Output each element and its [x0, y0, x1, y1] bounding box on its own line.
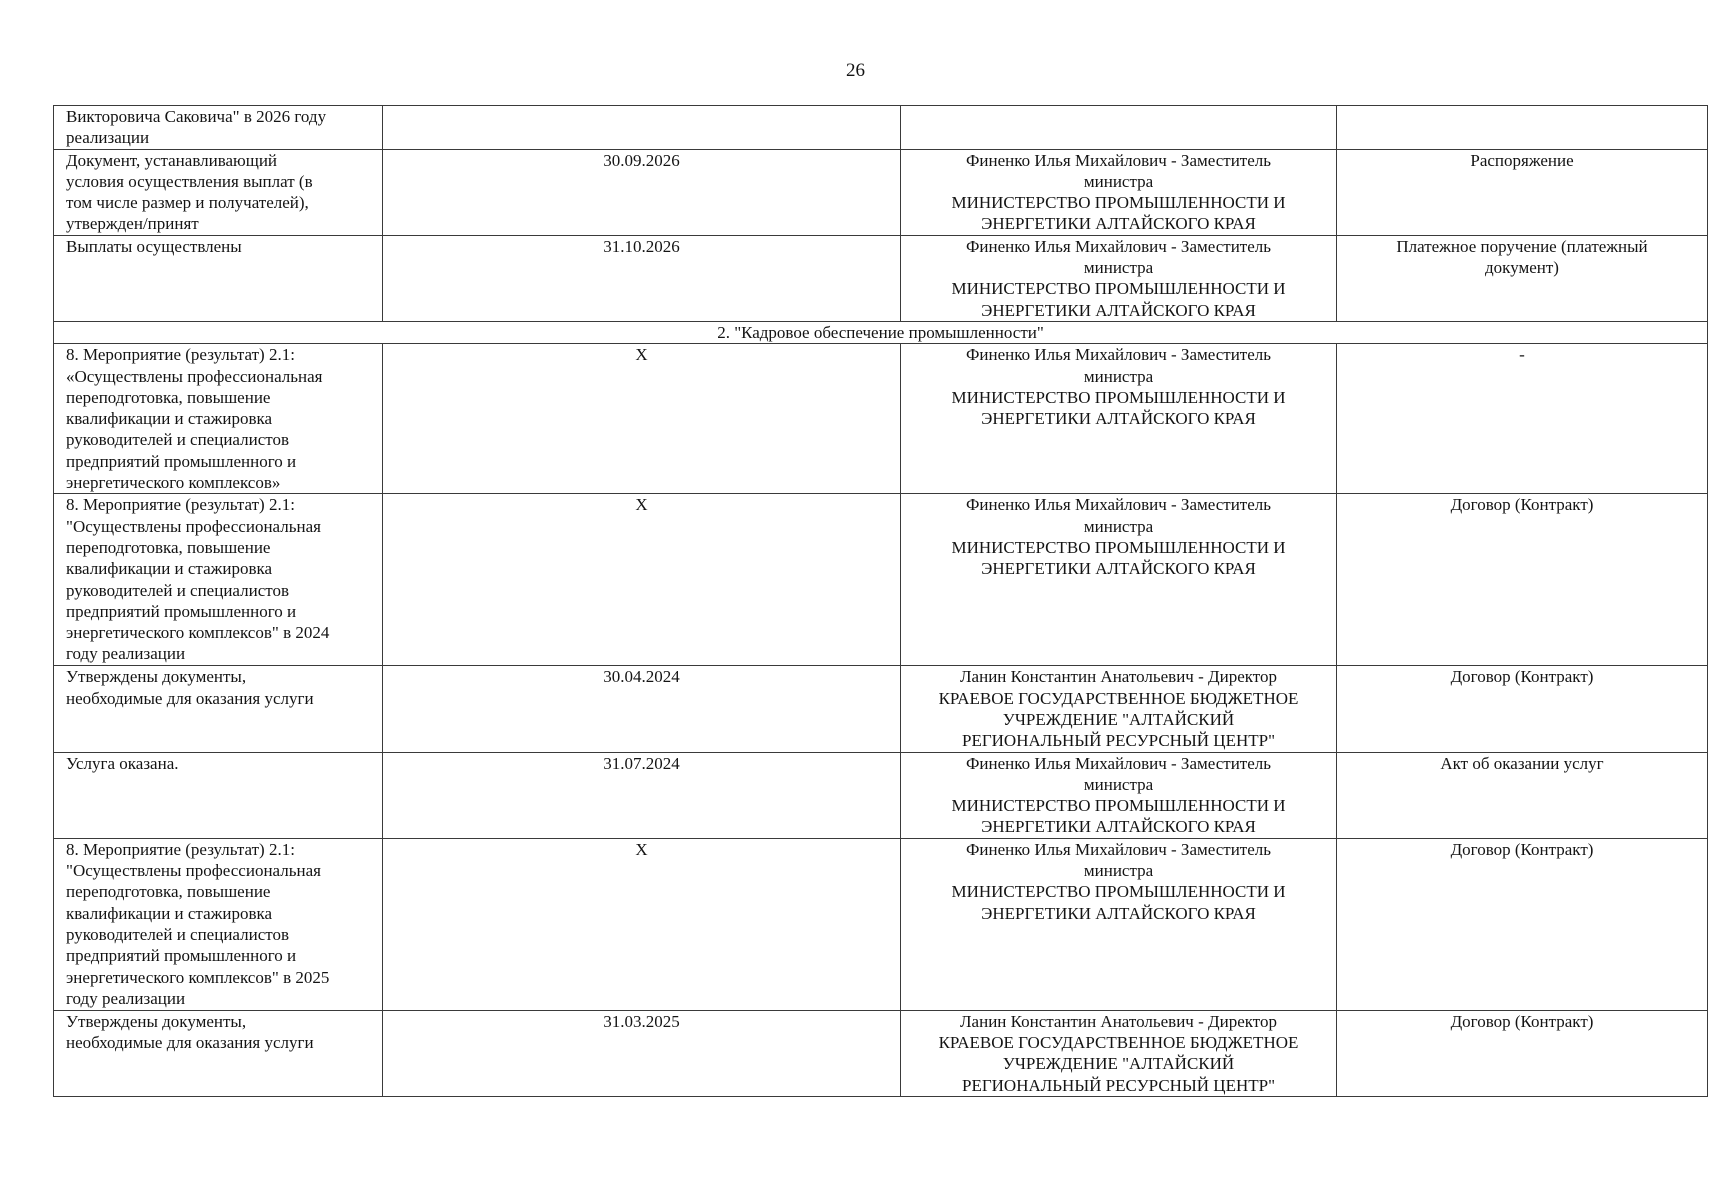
cell-text-line: 31.03.2025 — [603, 1011, 680, 1031]
activity-cell — [54, 344, 383, 494]
cell-text-line: необходимые для оказания услуги — [66, 1033, 314, 1053]
cell-text-line: министра — [1083, 774, 1154, 794]
cell-text-line: ЭНЕРГЕТИКИ АЛТАЙСКОГО КРАЯ — [981, 903, 1256, 923]
date-cell — [383, 235, 901, 321]
responsible-cell — [901, 752, 1337, 838]
table-row — [54, 752, 1708, 838]
date-cell — [383, 752, 901, 838]
responsible-cell — [901, 106, 1337, 150]
cell-text-line: переподготовка, повышение — [66, 387, 271, 407]
plan-table — [53, 105, 1708, 1097]
table-row — [54, 1010, 1708, 1096]
cell-text-line: квалификации и стажировка — [66, 409, 273, 429]
cell-text-line: МИНИСТЕРСТВО ПРОМЫШЛЕННОСТИ И — [951, 537, 1286, 557]
cell-text-line: руководителей и специалистов — [66, 924, 289, 944]
cell-text-line: энергетического комплексов" в 2024 — [66, 623, 330, 643]
cell-text-line: 8. Мероприятие (результат) 2.1: — [66, 495, 295, 515]
cell-text-line: Утверждены документы, — [66, 1011, 247, 1031]
activity-cell — [54, 1010, 383, 1096]
cell-text-line: МИНИСТЕРСТВО ПРОМЫШЛЕННОСТИ И — [951, 796, 1286, 816]
cell-text-line: КРАЕВОЕ ГОСУДАРСТВЕННОЕ БЮДЖЕТНОЕ — [938, 1033, 1299, 1053]
cell-text-line: переподготовка, повышение — [66, 882, 271, 902]
cell-text-line: 30.04.2024 — [603, 667, 680, 687]
cell-text-line: "Осуществлены профессиональная — [66, 861, 321, 881]
cell-text-line: министра — [1083, 171, 1154, 191]
cell-text-line: квалификации и стажировка — [66, 903, 273, 923]
cell-text-line: ЭНЕРГЕТИКИ АЛТАЙСКОГО КРАЯ — [981, 817, 1256, 837]
table-row — [54, 149, 1708, 235]
cell-text-line: Утверждены документы, — [66, 667, 247, 687]
cell-text-line: реализации — [66, 128, 150, 148]
document-cell — [1337, 1010, 1708, 1096]
cell-text-line: министра — [1083, 861, 1154, 881]
cell-text-line: Выплаты осуществлены — [66, 236, 242, 256]
cell-text-line: Финенко Илья Михайлович - Заместитель — [965, 150, 1272, 170]
cell-text-line: 8. Мероприятие (результат) 2.1: — [66, 839, 295, 859]
document-cell — [1337, 106, 1708, 150]
document-cell — [1337, 494, 1708, 666]
activity-cell — [54, 106, 383, 150]
document-cell — [1337, 838, 1708, 1010]
cell-text-line: министра — [1083, 366, 1154, 386]
cell-text-line: МИНИСТЕРСТВО ПРОМЫШЛЕННОСТИ И — [951, 193, 1286, 213]
cell-text-line: X — [635, 839, 648, 859]
section-header-row — [54, 321, 1708, 343]
cell-text-line: Договор (Контракт) — [1450, 667, 1594, 687]
cell-text-line: Викторовича Саковича" в 2026 году — [66, 107, 327, 126]
cell-text-line: Договор (Контракт) — [1450, 839, 1594, 859]
cell-text-line: Платежное поручение (платежный — [1396, 236, 1648, 256]
page-number: 26 — [846, 60, 865, 81]
cell-text-line: предприятий промышленного и — [66, 601, 297, 621]
cell-text-line: документ) — [1485, 258, 1559, 278]
date-cell — [383, 838, 901, 1010]
cell-text-line: "Осуществлены профессиональная — [66, 516, 321, 536]
cell-text-line: УЧРЕЖДЕНИЕ "АЛТАЙСКИЙ — [1002, 1054, 1235, 1074]
activity-cell — [54, 752, 383, 838]
activity-cell — [54, 494, 383, 666]
date-cell — [383, 1010, 901, 1096]
cell-text-line: - — [1519, 345, 1525, 365]
responsible-cell — [901, 494, 1337, 666]
table-row — [54, 235, 1708, 321]
cell-text-line: необходимые для оказания услуги — [66, 688, 314, 708]
document-cell — [1337, 149, 1708, 235]
cell-text-line: РЕГИОНАЛЬНЫЙ РЕСУРСНЫЙ ЦЕНТР" — [961, 731, 1276, 751]
date-cell — [383, 106, 901, 150]
activity-cell — [54, 838, 383, 1010]
date-cell — [383, 666, 901, 752]
cell-text-line: 8. Мероприятие (результат) 2.1: — [66, 345, 295, 365]
cell-text-line: предприятий промышленного и — [66, 451, 297, 471]
activity-cell — [54, 149, 383, 235]
document-cell — [1337, 235, 1708, 321]
cell-text-line: энергетического комплексов» — [66, 473, 281, 493]
responsible-cell — [901, 149, 1337, 235]
cell-text-line: Акт об оказании услуг — [1440, 753, 1604, 773]
cell-text-line: Финенко Илья Михайлович - Заместитель — [965, 345, 1272, 365]
table-row — [54, 838, 1708, 1010]
table-row — [54, 344, 1708, 494]
cell-text-line: Документ, устанавливающий — [66, 150, 278, 170]
cell-text-line: утвержден/принят — [66, 214, 199, 234]
cell-text-line: ЭНЕРГЕТИКИ АЛТАЙСКОГО КРАЯ — [981, 214, 1256, 234]
cell-text-line: году реализации — [66, 644, 186, 664]
cell-text-line: Финенко Илья Михайлович - Заместитель — [965, 753, 1272, 773]
document-cell — [1337, 666, 1708, 752]
cell-text-line: Финенко Илья Михайлович - Заместитель — [965, 839, 1272, 859]
cell-text-line: РЕГИОНАЛЬНЫЙ РЕСУРСНЫЙ ЦЕНТР" — [961, 1075, 1276, 1095]
cell-text-line: ЭНЕРГЕТИКИ АЛТАЙСКОГО КРАЯ — [981, 300, 1256, 320]
responsible-cell — [901, 235, 1337, 321]
cell-text-line: году реализации — [66, 988, 186, 1008]
activity-cell — [54, 235, 383, 321]
cell-text-line: министра — [1083, 516, 1154, 536]
cell-text-line: ЭНЕРГЕТИКИ АЛТАЙСКОГО КРАЯ — [981, 559, 1256, 579]
cell-text-line: том числе размер и получателей), — [66, 193, 309, 213]
cell-text-line: Ланин Константин Анатольевич - Директор — [960, 667, 1277, 687]
date-cell — [383, 344, 901, 494]
cell-text-line: Распоряжение — [1470, 150, 1574, 170]
cell-text-line: «Осуществлены профессиональная — [66, 366, 323, 386]
cell-text-line: Ланин Константин Анатольевич - Директор — [960, 1011, 1277, 1031]
document-cell — [1337, 344, 1708, 494]
responsible-cell — [901, 666, 1337, 752]
cell-text-line: УЧРЕЖДЕНИЕ "АЛТАЙСКИЙ — [1002, 709, 1235, 729]
table-row — [54, 106, 1708, 150]
cell-text-line: Договор (Контракт) — [1450, 1011, 1594, 1031]
cell-text-line: 31.07.2024 — [603, 753, 680, 773]
table-row — [54, 666, 1708, 752]
cell-text-line: Услуга оказана. — [66, 753, 179, 773]
date-cell — [383, 494, 901, 666]
cell-text-line: МИНИСТЕРСТВО ПРОМЫШЛЕННОСТИ И — [951, 279, 1286, 299]
responsible-cell — [901, 344, 1337, 494]
cell-text-line: Договор (Контракт) — [1450, 495, 1594, 515]
responsible-cell — [901, 838, 1337, 1010]
cell-text-line: 30.09.2026 — [603, 150, 680, 170]
date-cell — [383, 149, 901, 235]
activity-cell — [54, 666, 383, 752]
cell-text-line: предприятий промышленного и — [66, 946, 297, 966]
plan-table-body — [54, 106, 1708, 1097]
cell-text-line: министра — [1083, 258, 1154, 278]
section-title: 2. "Кадровое обеспечение промышленности" — [54, 321, 1708, 343]
responsible-cell — [901, 1010, 1337, 1096]
cell-text-line: X — [635, 495, 648, 515]
cell-text-line: 31.10.2026 — [603, 236, 680, 256]
table-row — [54, 494, 1708, 666]
cell-text-line: энергетического комплексов" в 2025 — [66, 967, 330, 987]
cell-text-line: X — [635, 345, 648, 365]
cell-text-line: условия осуществления выплат (в — [66, 171, 313, 191]
cell-text-line: Финенко Илья Михайлович - Заместитель — [965, 495, 1272, 515]
cell-text-line: Финенко Илья Михайлович - Заместитель — [965, 236, 1272, 256]
cell-text-line: ЭНЕРГЕТИКИ АЛТАЙСКОГО КРАЯ — [981, 409, 1256, 429]
cell-text-line: руководителей и специалистов — [66, 580, 289, 600]
cell-text-line: МИНИСТЕРСТВО ПРОМЫШЛЕННОСТИ И — [951, 882, 1286, 902]
cell-text-line: переподготовка, повышение — [66, 537, 271, 557]
document-cell — [1337, 752, 1708, 838]
cell-text-line: КРАЕВОЕ ГОСУДАРСТВЕННОЕ БЮДЖЕТНОЕ — [938, 688, 1299, 708]
cell-text-line: руководителей и специалистов — [66, 430, 289, 450]
cell-text-line: МИНИСТЕРСТВО ПРОМЫШЛЕННОСТИ И — [951, 387, 1286, 407]
cell-text-line: квалификации и стажировка — [66, 559, 273, 579]
